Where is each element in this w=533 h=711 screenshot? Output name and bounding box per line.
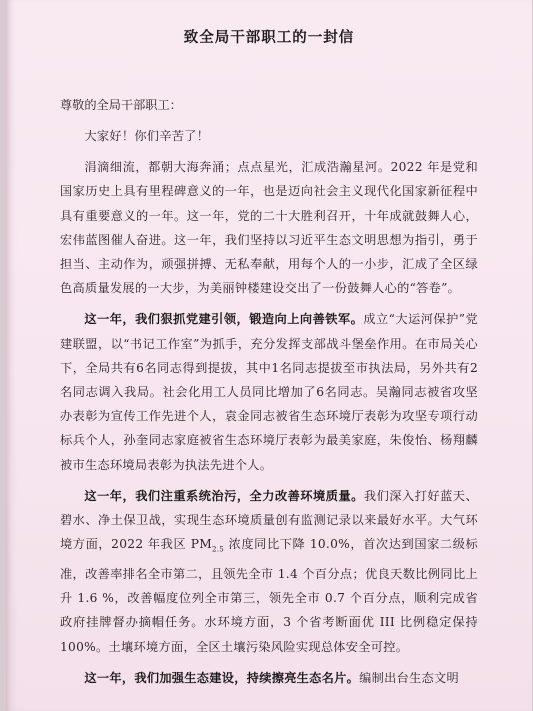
section-party-building-body: 成立“大运河保护”党建联盟，以“书记工作室”为抓手，充分发挥支部战斗堡垒作用。在市局关心下，全局共有6名同志得到提拔，其中1名同志提拔至市执法局，另外共有2名同志调入我局。社会化用工人员同比增加了6名同志。吴瀚同志被省攻坚办表彰为宣传工作先进个人，袁金同志被省生态环境厅表彰为攻坚专项行动标兵个人，孙奎同志家庭被省生态环境厅表彰为最美家庭，朱俊怡、杨翔麟被市生态环境局表彰为执法先进个人。 [60, 312, 478, 472]
intro-paragraph: 涓滴细流，都朝大海奔涌；点点星光，汇成浩瀚星河。2022 年是党和国家历史上具有里程碑意义的一年，也是迈向社会主义现代化国家新征程中具有重要意义的一年。这一年，党的二十大胜利召开，十年成就鼓舞人心，宏伟蓝图催人奋进。这一年，我们坚持以习近平生态文明思想为指引，勇于担当、主动作为，顽强拼搏、无私奉献，用每个人的一小步，汇成了全区绿色高质量发展的一大步，为美丽钟楼建设交出了一份鼓舞人心的“答卷”。 [60, 160, 478, 296]
section-ecology-heading: 这一年，我们加强生态建设，持续擦亮生态名片。 [84, 670, 360, 685]
letter-document [60, 26, 478, 690]
salutation: 尊敬的全局干部职工： [60, 98, 182, 112]
pm-subscript: 2.5 [212, 545, 225, 554]
section-ecology [60, 666, 478, 690]
section-pollution-control [60, 484, 478, 659]
section-pollution-control-body-b: 浓度同比下降 10.0%，首次达到国家二级标准，改善率排名全市第二，且领先全市 1.4 个百分点；优良天数比例同比上升 1.6 %，改善幅度位列全市第三，领先全市 0.7 个百分点，顺利完成省政府挂牌督办摘帽任务。水环境方面，3 个省考断面优 III 比例稳定保持 100%。土壤环境方面，全区土壤污染风险实现总体安全可控。 [60, 537, 478, 654]
section-ecology-body: 编制出台生态文明 [359, 670, 460, 685]
section-pollution-control-body-a: 我们深入打好蓝天、碧水、净土保卫战，实现生态环境质量创有监测记录以来最好水平。大气环境方面，2022 年我区 PM [60, 488, 478, 552]
section-pollution-control-heading: 这一年，我们注重系统治污，全力改善环境质量。 [84, 488, 364, 503]
greeting: 大家好！你们辛苦了！ [84, 129, 210, 143]
section-party-building [60, 307, 478, 476]
letter-title: 致全局干部职工的一封信 [183, 29, 355, 46]
letter-paper [6, 0, 532, 711]
section-party-building-heading: 这一年，我们狠抓党建引领，锻造向上向善铁军。 [84, 312, 364, 327]
